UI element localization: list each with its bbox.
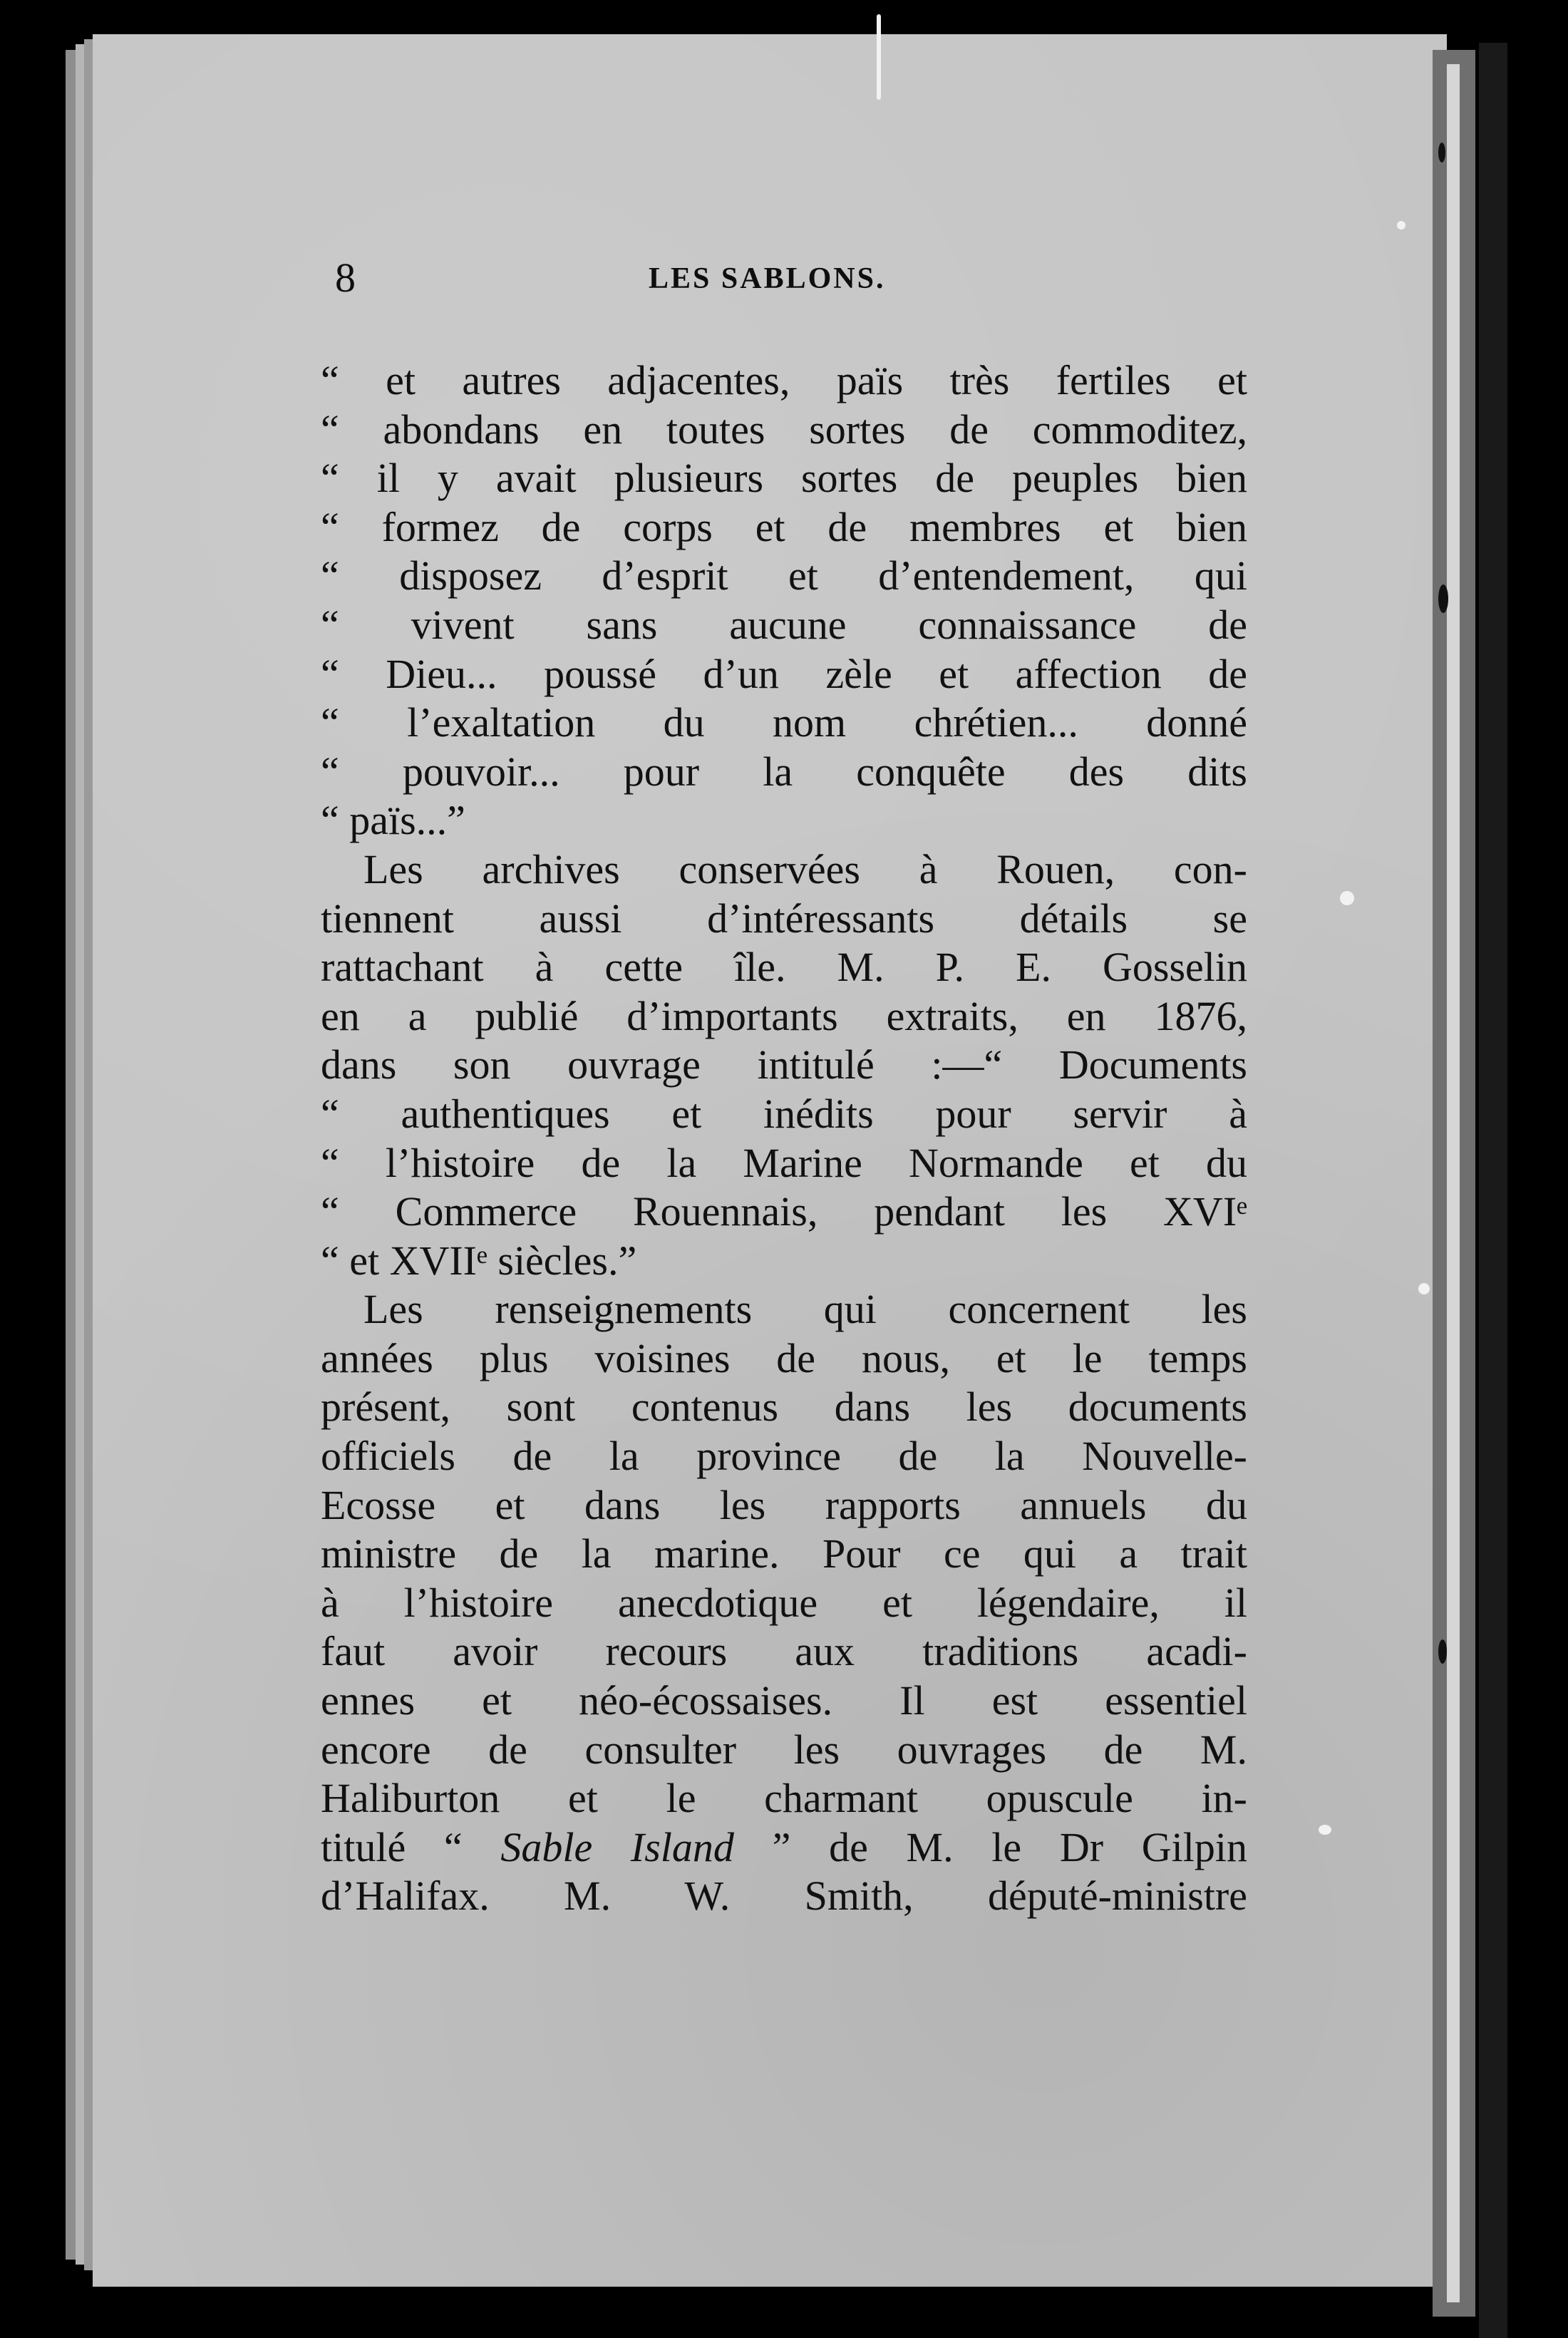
text-line: Haliburton et le charmant opuscule in- xyxy=(321,1775,1247,1822)
text-line: à l’histoire anecdotique et légendaire, il xyxy=(321,1579,1247,1626)
adjacent-page-edge xyxy=(1447,64,1460,2302)
text-line: présent, sont contenus dans les documents xyxy=(321,1384,1247,1431)
paragraph-start-line: Les archives conservées à Rouen, con- xyxy=(363,845,1247,892)
text-line: encore de consulter les ouvrages de M. xyxy=(321,1726,1247,1773)
running-head xyxy=(335,254,1304,301)
text-line: “ et autres adjacentes, païs très fertiles et xyxy=(321,357,1247,403)
text-line: ministre de la marine. Pour ce qui a trait xyxy=(321,1530,1247,1577)
text-line: “ authentiques et inédits pour servir à xyxy=(321,1090,1247,1137)
text-line: “ l’exaltation du nom chrétien... donné xyxy=(321,699,1247,746)
scan-speck xyxy=(1319,1825,1331,1835)
text-line: rattachant à cette île. M. P. E. Gosselin xyxy=(321,944,1247,991)
scan-speck xyxy=(1397,221,1405,230)
scan-mark xyxy=(1438,584,1448,613)
text-line: “ l’histoire de la Marine Normande et du xyxy=(321,1139,1247,1186)
italic-title: Sable Island xyxy=(500,1823,734,1870)
text-line: dans son ouvrage intitulé :—“ Documents xyxy=(321,1041,1247,1088)
text-line: “ il y avait plusieurs sortes de peuples bien xyxy=(321,455,1247,502)
text-line: tiennent aussi d’intéressants détails se xyxy=(321,895,1247,942)
text-line: faut avoir recours aux traditions acadi- xyxy=(321,1628,1247,1675)
text-line: “ païs...” xyxy=(321,797,465,844)
scan-speck xyxy=(1418,1283,1430,1294)
text-line: “ pouvoir... pour la conquête des dits xyxy=(321,748,1247,795)
text-line xyxy=(321,1823,1247,1873)
text-line: “ Commerce Rouennais, pendant les XVIᵉ xyxy=(321,1188,1247,1235)
scan-border xyxy=(1479,43,1507,2338)
text-line: “ formez de corps et de membres et bien xyxy=(321,503,1247,550)
text-line: “ abondans en toutes sortes de commoditez, xyxy=(321,406,1247,453)
body-text xyxy=(321,356,1247,1921)
text-line: “ disposez d’esprit et d’entendement, qui xyxy=(321,552,1247,599)
text-line: “ vivent sans aucune connaissance de xyxy=(321,601,1247,648)
scan-speck xyxy=(1340,891,1354,905)
text-fragment: titulé “ xyxy=(321,1823,501,1870)
scan-mark xyxy=(1438,143,1445,163)
scan-scratch xyxy=(877,14,881,100)
text-line: officiels de la province de la Nouvelle- xyxy=(321,1433,1247,1480)
text-line: “ et XVIIᵉ siècles.” xyxy=(321,1237,637,1284)
page-number: 8 xyxy=(335,254,356,301)
text-line: années plus voisines de nous, et le temps xyxy=(321,1334,1247,1381)
text-line: d’Halifax. M. W. Smith, député-ministre xyxy=(321,1873,1247,1920)
text-line: ennes et néo-écossaises. Il est essentiel xyxy=(321,1677,1247,1724)
text-line: Ecosse et dans les rapports annuels du xyxy=(321,1481,1247,1528)
text-line: en a publié d’importants extraits, en 1876, xyxy=(321,992,1247,1039)
running-title: LES SABLONS. xyxy=(649,262,886,295)
text-fragment: ” de M. le Dr Gilpin xyxy=(733,1823,1247,1870)
text-line: “ Dieu... poussé d’un zèle et affection de xyxy=(321,650,1247,697)
scan-mark xyxy=(1438,1639,1447,1664)
paragraph-start-line: Les renseignements qui concernent les xyxy=(363,1286,1247,1333)
